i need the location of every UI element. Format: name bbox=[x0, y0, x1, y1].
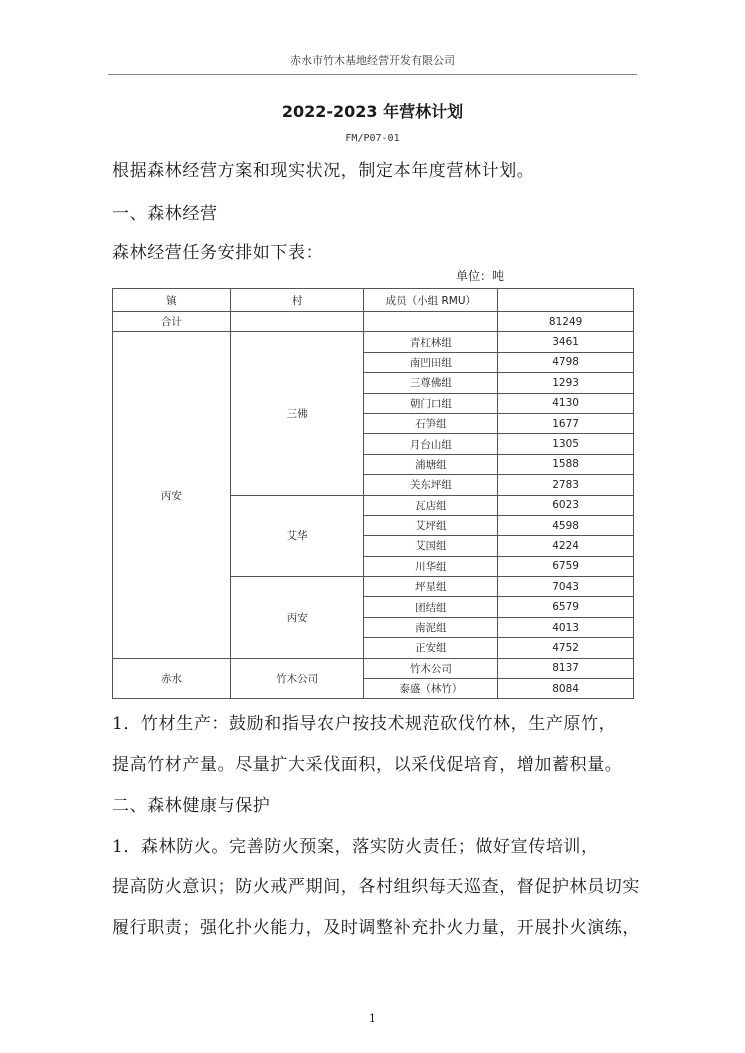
header-value bbox=[498, 289, 634, 312]
header-divider bbox=[108, 74, 637, 75]
town-cell: 丙安 bbox=[113, 332, 231, 658]
member-name: 南凹田组 bbox=[364, 352, 498, 372]
header-members: 成员（小组 RMU） bbox=[364, 289, 498, 312]
member-value: 4224 bbox=[498, 536, 634, 556]
member-value: 1305 bbox=[498, 434, 634, 454]
member-name: 南泥组 bbox=[364, 617, 498, 637]
member-value: 1293 bbox=[498, 373, 634, 393]
member-value: 1588 bbox=[498, 454, 634, 474]
member-name: 青杠林组 bbox=[364, 332, 498, 352]
member-value: 4752 bbox=[498, 638, 634, 658]
member-name: 正安组 bbox=[364, 638, 498, 658]
section-heading-forest-health: 二、森林健康与保护 bbox=[112, 796, 271, 816]
fire-prevention-line-1: 1．森林防火。完善防火预案，落实防火责任；做好宣传培训， bbox=[112, 837, 599, 857]
village-cell: 竹木公司 bbox=[230, 658, 364, 699]
doc-code: FM/P07-01 bbox=[345, 133, 400, 144]
town-cell: 赤水 bbox=[113, 658, 231, 699]
empty-cell bbox=[230, 312, 364, 332]
bamboo-production-line-1: 1．竹材生产：鼓励和指导农户按技术规范砍伐竹林，生产原竹， bbox=[112, 714, 617, 734]
member-name: 艾国组 bbox=[364, 536, 498, 556]
member-name: 月台山组 bbox=[364, 434, 498, 454]
fire-prevention-line-2: 提高防火意识；防火戒严期间，各村组织每天巡查，督促护林员切实 bbox=[112, 877, 640, 897]
village-cell: 丙安 bbox=[230, 577, 364, 659]
member-value: 7043 bbox=[498, 577, 634, 597]
forest-task-table bbox=[112, 288, 634, 699]
table-intro-paragraph: 森林经营任务安排如下表： bbox=[112, 243, 324, 263]
member-value: 6759 bbox=[498, 556, 634, 576]
member-name: 竹木公司 bbox=[364, 658, 498, 678]
member-value: 1677 bbox=[498, 413, 634, 433]
member-value: 2783 bbox=[498, 475, 634, 495]
member-name: 泰盛（林竹） bbox=[364, 679, 498, 699]
total-value: 81249 bbox=[498, 312, 634, 332]
section-heading-forest-management: 一、森林经营 bbox=[112, 204, 218, 224]
member-value: 6023 bbox=[498, 495, 634, 515]
unit-label: 单位：吨 bbox=[456, 269, 505, 283]
empty-cell bbox=[364, 312, 498, 332]
member-name: 瓦店组 bbox=[364, 495, 498, 515]
company-header: 赤水市竹木基地经营开发有限公司 bbox=[290, 54, 455, 67]
member-value: 4798 bbox=[498, 352, 634, 372]
doc-title: 2022-2023 年营林计划 bbox=[281, 102, 464, 121]
member-value: 8084 bbox=[498, 679, 634, 699]
member-value: 3461 bbox=[498, 332, 634, 352]
member-value: 6579 bbox=[498, 597, 634, 617]
total-row bbox=[113, 312, 634, 332]
member-name: 石笋组 bbox=[364, 413, 498, 433]
member-value: 4598 bbox=[498, 515, 634, 535]
header-town: 镇 bbox=[113, 289, 231, 312]
member-name: 浦塘组 bbox=[364, 454, 498, 474]
page-number: 1 bbox=[369, 1012, 376, 1025]
table-header-row bbox=[113, 289, 634, 312]
village-cell: 三佛 bbox=[230, 332, 364, 495]
member-value: 4013 bbox=[498, 617, 634, 637]
member-name: 三尊佛组 bbox=[364, 373, 498, 393]
member-name: 艾坪组 bbox=[364, 515, 498, 535]
member-value: 8137 bbox=[498, 658, 634, 678]
member-name: 川华组 bbox=[364, 556, 498, 576]
bamboo-production-line-2: 提高竹材产量。尽量扩大采伐面积，以采伐促培育，增加蓄积量。 bbox=[112, 755, 623, 775]
member-name: 关东坪组 bbox=[364, 475, 498, 495]
fire-prevention-line-3: 履行职责；强化扑火能力，及时调整补充扑火力量，开展扑火演练， bbox=[112, 918, 640, 938]
member-name: 朝门口组 bbox=[364, 393, 498, 413]
intro-paragraph: 根据森林经营方案和现实状况，制定本年度营林计划。 bbox=[112, 161, 535, 181]
member-name: 团结组 bbox=[364, 597, 498, 617]
member-value: 4130 bbox=[498, 393, 634, 413]
header-village: 村 bbox=[230, 289, 364, 312]
village-cell: 艾华 bbox=[230, 495, 364, 577]
total-label: 合计 bbox=[113, 312, 231, 332]
member-name: 坪星组 bbox=[364, 577, 498, 597]
table-row bbox=[113, 332, 634, 352]
table-row bbox=[113, 658, 634, 678]
